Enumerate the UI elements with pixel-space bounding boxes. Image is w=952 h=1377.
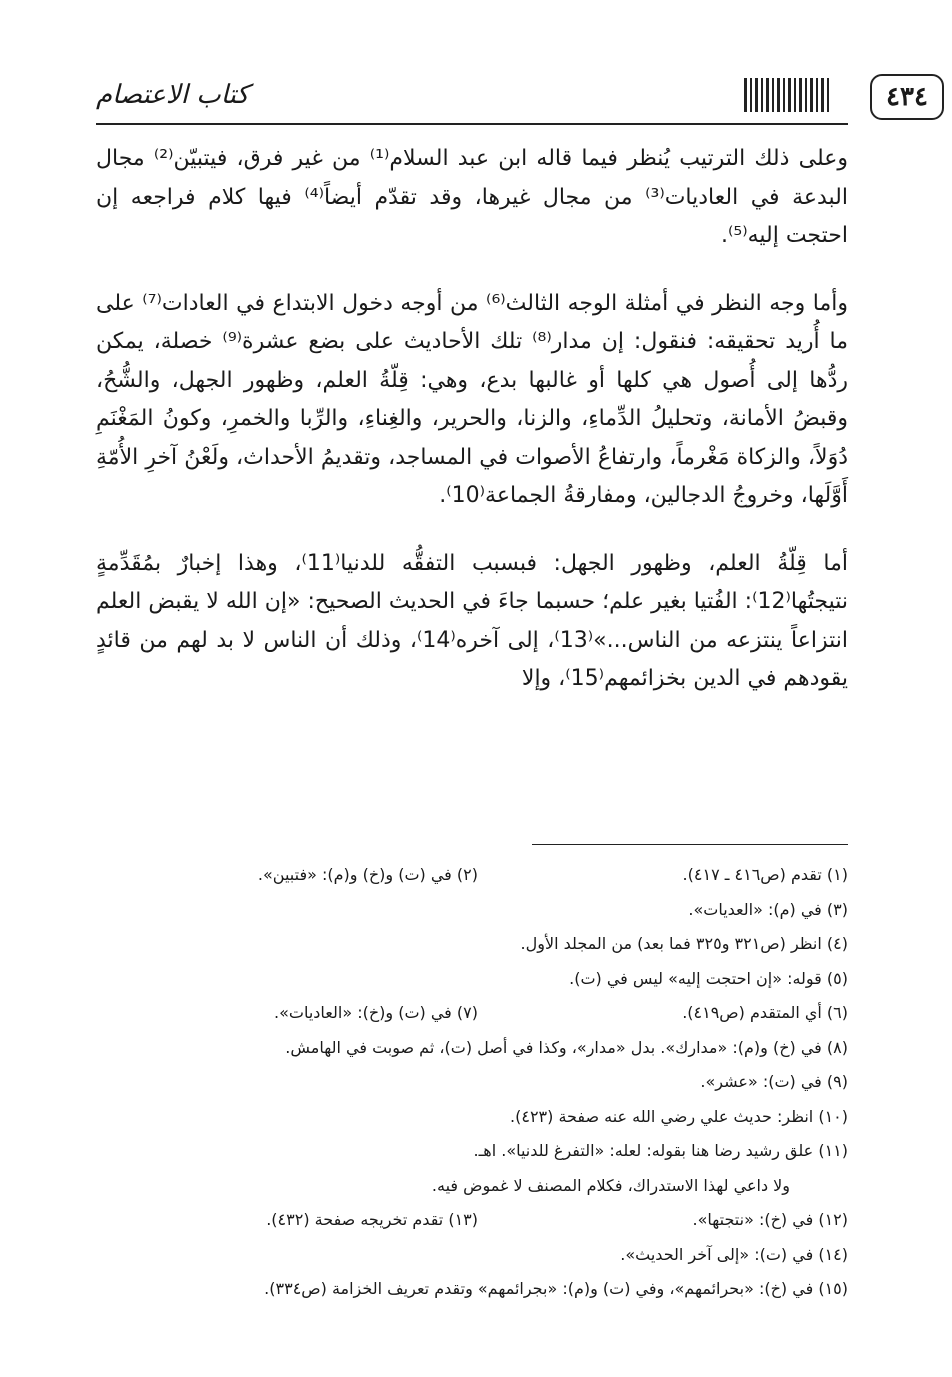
page-header (96, 72, 928, 128)
footnote-12: (١٢) في (خ): «نتجتها». (692, 1210, 848, 1229)
footnote-13: (١٣) تقدم تخريجه صفحة (٤٣٢). (266, 1210, 478, 1229)
footnote-8: (٨) في (خ) و(م): «مدارك». بدل «مدار»، وكذا في أصل (ت)، ثم صوبت في الهامش. (285, 1037, 848, 1057)
header-rule (96, 123, 848, 125)
footnote-11-continuation: ولا داعي لهذا الاستدراك، فكلام المصنف لا غموض فيه. (431, 1175, 790, 1195)
footnote-5: (٥) قوله: «إن احتجت إليه» ليس في (ت). (569, 968, 848, 988)
footnote-row (96, 996, 848, 1031)
main-text (96, 140, 848, 699)
footnote-2: (٢) في (ت) و(خ) و(م): «فتبين». (257, 865, 478, 884)
footnote-row (96, 1203, 848, 1238)
footnote-rule (532, 844, 848, 845)
footnote-3: (٣) في (م): «العديات». (688, 899, 848, 919)
paragraph-2: وأما وجه النظر في أمثلة الوجه الثالث⁽⁶⁾ من أوجه دخول الابتداع في العادات⁽⁷⁾ على ما أُريد تحقيقه: فنقول: إن مدار⁽⁸⁾ تلك الأحاديث على بضع عشرة⁽⁹⁾ خصلة، يمكن ردُّها إلى أُصول هي كلها أو غالبها بدع، وهي: قِلّةُ العلم، وظهور الجهل، والشُّحُ، وقبضُ الأمانة، وتحليلُ الدِّماءِ، والزنا، والحرير، والغِناءِ، والرِّبا والخمرِ، وكونُ المَغْنَمِ دُوَلاً، والزكاة مَغْرماً، وارتفاعُ الأصوات في المساجد، وتقديمُ الأحداث، ولَعْنُ آخرِ الأُمّةِ أَوَّلَها، وخروجُ الدجالين، ومفارقةُ الجماعة⁽10⁾. (96, 290, 849, 508)
book-title: كتاب الاعتصام (96, 80, 249, 110)
footnote-9: (٩) في (ت): «عشر». (700, 1072, 848, 1091)
footnote-7: (٧) في (ت) و(خ): «العاديات». (274, 1003, 478, 1022)
footnote-15: (١٥) في (خ): «بحرائمهم»، وفي (ت) و(م): «بجرائمهم» وتقدم تعريف الخزامة (ص٣٣٤). (264, 1279, 848, 1298)
paragraph-3: أما قِلّةُ العلم، وظهور الجهل: فبسبب التفقُّه للدنيا⁽11⁾، وهذا إخبارٌ بمُقَدِّمةٍ نتيجتُها⁽12⁾: الفُتيا بغير علم؛ حسبما جاءَ في الحديث الصحيح: «إن الله لا يقبض العلم انتزاعاً ينتزعه من الناس...»⁽13⁾، إلى آخره⁽14⁾، وذلك أن الناس لا بد لهم من قائدٍ يقودهم في الدين بخزائمهم⁽15⁾، وإلا (96, 550, 848, 691)
footnote-11: (١١) علق رشيد رضا هنا بقوله: لعله: «التفرغ للدنيا». اهـ. (473, 1141, 848, 1160)
footnote-4: (٤) انظر (ص٣٢١ و٣٢٥ فما بعد) من المجلد الأول. (520, 934, 848, 953)
page-number: ٤٣٤ (870, 74, 944, 120)
footnotes (96, 858, 848, 1307)
footnote-14: (١٤) في (ت): «إلى آخر الحديث». (620, 1244, 848, 1264)
footnote-10: (١٠) انظر: حديث علي رضي الله عنه صفحة (٤٢٣). (510, 1106, 848, 1126)
header-ornament (744, 78, 834, 112)
footnote-6: (٦) أي المتقدم (ص٤١٩). (682, 1003, 848, 1022)
footnote-row (96, 858, 848, 893)
footnote-1: (١) تقدم (ص٤١٦ ـ ٤١٧). (682, 865, 848, 884)
paragraph-1: وعلى ذلك الترتيب يُنظر فيما قاله ابن عبد السلام⁽¹⁾ من غير فرق، فيتبيّن⁽²⁾ مجال البدعة في العاديات⁽³⁾ من مجال غيرها، وقد تقدّم أيضاً⁽⁴⁾ فيها كلام فراجعه إن احتجت إليه⁽⁵⁾. (96, 146, 848, 248)
